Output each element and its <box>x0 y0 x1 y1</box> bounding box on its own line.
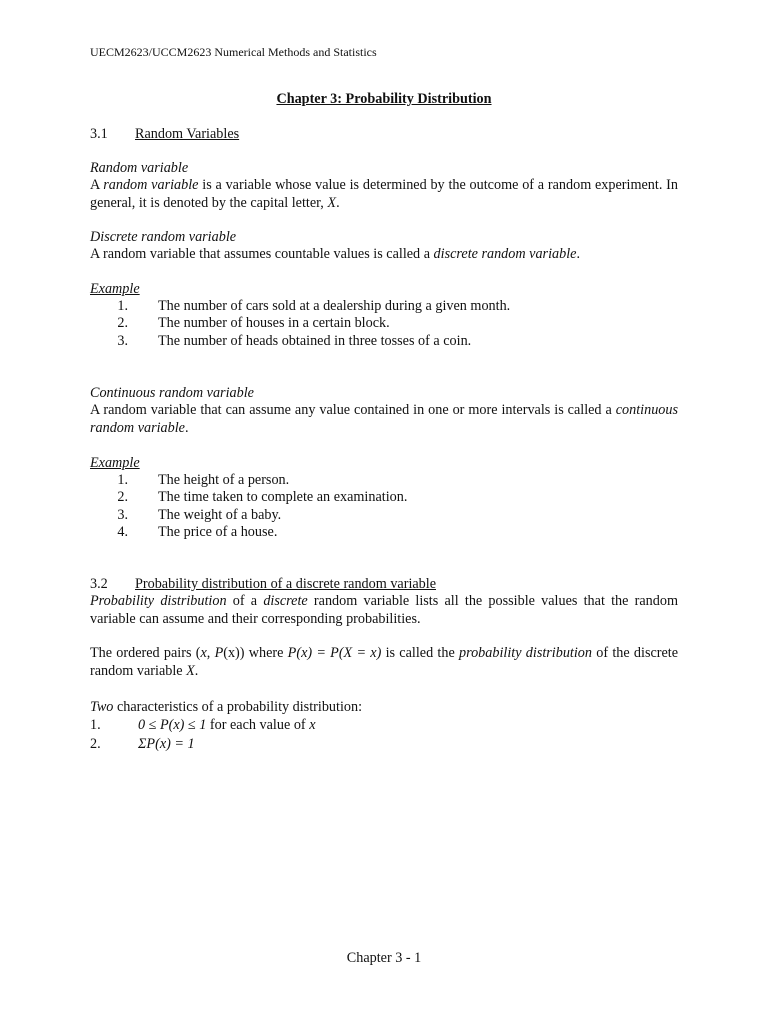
running-header: UECM2623/UCCM2623 Numerical Methods and Statistics <box>90 45 377 59</box>
random-variable-definition: A random variable is a variable whose value is determined by the outcome of a random experiment. In general, it is denoted by the capital letter, X. <box>90 177 678 211</box>
list-item: 1. 0 ≤ P(x) ≤ 1 for each value of x <box>90 717 316 733</box>
continuous-example-label: Example <box>90 455 140 471</box>
list-item: 3. The number of heads obtained in three tosses of a coin. <box>117 332 472 349</box>
list-item: 1. The height of a person. <box>117 472 290 488</box>
section-number: 3.1 <box>90 126 108 142</box>
page-footer: Chapter 3 - 1 <box>346 950 422 966</box>
probability-distribution-definition: Probability distribution of a discrete random variable lists all the possible values that the random variable can assume and their corresponding probabilities. <box>90 593 678 627</box>
list-item: 2. The time taken to complete an examination. <box>117 489 408 506</box>
section-title: Probability distribution of a discrete random variable <box>135 576 437 592</box>
continuous-rv-heading: Continuous random variable <box>90 385 254 401</box>
discrete-example-label: Example <box>90 281 140 297</box>
list-item: 4. The price of a house. <box>117 524 278 541</box>
discrete-rv-heading: Discrete random variable <box>90 229 237 245</box>
list-item: 3. The weight of a baby. <box>117 506 282 523</box>
list-item: 2. The number of houses in a certain block. <box>117 315 390 332</box>
probability-bounds-formula: 0 ≤ P(x) ≤ 1 <box>138 717 207 733</box>
section-3-1-heading <box>90 126 678 144</box>
chapter-title: Chapter 3: Probability Distribution <box>276 91 492 107</box>
list-item: 1. The number of cars sold at a dealership during a given month. <box>117 298 511 314</box>
pmf-formula: P(x) = P(X = x) <box>287 645 382 661</box>
continuous-rv-definition: A random variable that can assume any value contained in one or more intervals is called a continuous random variable. <box>90 402 678 436</box>
ordered-pairs-paragraph: The ordered pairs (x, P(x)) where P(x) = P(X = x) is called the probability distribution of the discrete random variable X. <box>90 645 679 679</box>
probability-sum-formula: ΣP(x) = 1 <box>138 736 195 752</box>
list-item: 2. ΣP(x) = 1 <box>90 736 195 752</box>
discrete-rv-definition: A random variable that assumes countable values is called a discrete random variable. <box>90 246 580 262</box>
section-number: 3.2 <box>90 576 108 592</box>
section-title: Random Variables <box>135 126 240 142</box>
section-3-2-heading <box>90 576 678 594</box>
characteristics-intro: Two characteristics of a probability distribution: <box>90 699 363 715</box>
random-variable-heading: Random variable <box>90 160 189 176</box>
characteristics-list <box>90 717 678 755</box>
